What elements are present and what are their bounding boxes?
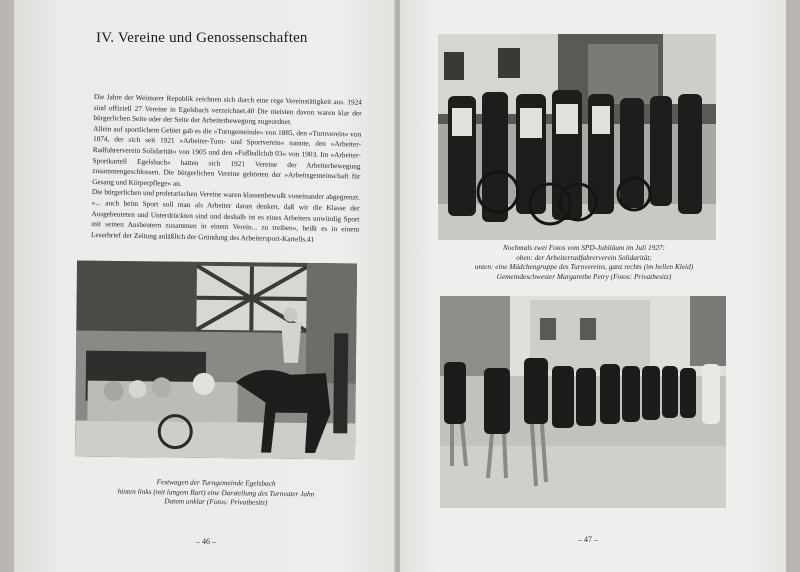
caption-line: Datum unklar (Fotos: Privatbesitz) (164, 496, 268, 507)
photo-caption-left (86, 476, 346, 508)
photo-parade-float (75, 261, 357, 460)
caption-line: unten: eine Mädchengruppe des Turnvereins, ganz rechts (im hellen Kleid) (474, 262, 694, 272)
paragraph: Die bürgerlichen und proletarischen Vereine waren klassenbewußt voneinander abgegrenzt. »... auch beim Sport soll man als Arbeiter daran denken, daß wir die Klasse der Ausgebeuteten und Unterdrückten sind und deshalb ist es eines Arbeiters unwürdig Sport mit seinen Ausbeutern zusammen in einem Verein... zu treiben«, heißt es in einem Leserbrief der Zeitung anläßlich der Gründung des Arbeitersport-Kartells.41 (90, 187, 360, 244)
photo-girls-group (440, 296, 726, 508)
photo-caption-right (446, 243, 722, 281)
photo-cyclists-image (438, 34, 716, 240)
page-number-left: – 46 – (196, 537, 216, 546)
chapter-title: IV. Vereine und Genossenschaften (96, 30, 308, 46)
photo-parade-float-image (75, 261, 357, 460)
photo-cyclists (438, 34, 716, 240)
caption-line: Festwagen der Turngemeinde Egelsbach (156, 477, 276, 488)
paragraph: Allein auf sportlichem Gebiet gab es die »Turngemeinde« von 1885, den »Turnverein« von 1874, der sich seit 1921 »Arbeiter-Turn- und Sportverein« nannte, den »Arbeiter-Radfahrerverein Solidarität« von 1905 und den »Fußballclub 03« von 1903. Im »Arbeiter-Sportkartell Egelsbach« hatten sich 1921 Vereine der Arbeiterbewegung zusammengeschlossen. Die bürgerlichen Vereine gehörten der »Arbeitsgemeinschaft für Gesang und Körperpflege« an. (92, 123, 362, 188)
photo-girls-group-image (440, 296, 726, 508)
paragraph: Die Jahre der Weimarer Republik zeichnen sich durch eine rege Vereinstätigkeit aus. 1924 sind offiziell 27 Vereine in Egelsbach verzeichnet.40 Die meisten davon waren klar der bürgerlichen Seite oder der Seite der Arbeiterbewegung zugeordnet. (93, 92, 362, 127)
caption-line: Nochmals zwei Fotos vom SPD-Jubiläum im Juli 1927: (503, 243, 665, 252)
body-text (91, 92, 362, 246)
caption-line: oben: der Arbeiterradfahrerverein Solidarität; (516, 252, 652, 262)
caption-line: hinten links (mit langem Bart) eine Darstellung des Turnvater Jahn (117, 486, 315, 498)
caption-line: Gemeindeschwester Margarethe Petry (Fotos: Privatbesitz) (496, 271, 672, 281)
page-number-right: – 47 – (578, 535, 598, 544)
